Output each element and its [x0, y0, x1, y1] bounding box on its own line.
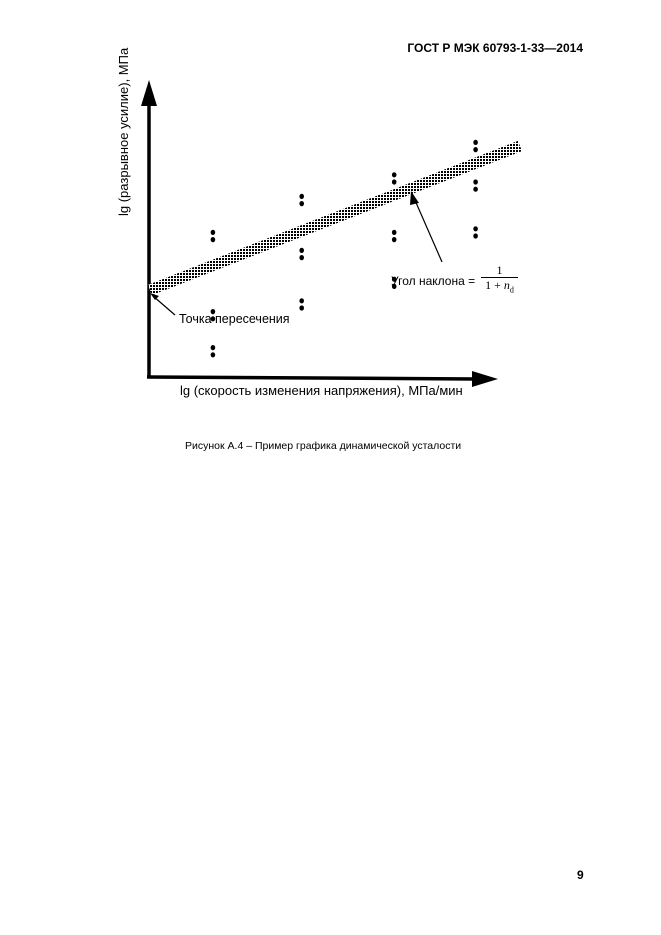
data-point: [299, 298, 304, 303]
slope-denominator-var: n: [503, 278, 510, 292]
x-axis-label: lg (скорость изменения напряжения), МПа/мин: [180, 383, 463, 398]
data-point: [392, 237, 397, 242]
data-point: [299, 248, 304, 253]
y-axis-arrow: [141, 80, 157, 106]
slope-denominator: [481, 277, 518, 297]
data-point: [211, 345, 216, 350]
data-point: [211, 352, 216, 357]
data-point: [211, 230, 216, 235]
slope-annotation: [391, 264, 518, 297]
data-point: [392, 172, 397, 177]
data-point: [473, 233, 478, 238]
slope-fraction: [481, 264, 518, 297]
data-point: [211, 237, 216, 242]
x-axis-arrow: [472, 371, 498, 387]
data-point: [473, 147, 478, 152]
slope-numerator: 1: [496, 263, 503, 277]
intersection-label: Точка пересечения: [179, 312, 290, 326]
data-point: [473, 179, 478, 184]
intersection-pointer: [153, 296, 175, 315]
document-header: ГОСТ Р МЭК 60793-1-33—2014: [407, 41, 583, 55]
data-point: [299, 255, 304, 260]
slope-pointer-head: [410, 191, 419, 205]
figure-caption: Рисунок А.4 – Пример графика динамической усталости: [185, 440, 462, 452]
data-point: [299, 305, 304, 310]
x-axis: [147, 377, 474, 379]
data-point: [473, 140, 478, 145]
page-number: 9: [577, 868, 584, 882]
data-point: [392, 179, 397, 184]
data-point: [473, 187, 478, 192]
slope-denominator-prefix: 1 +: [485, 278, 504, 292]
data-point: [473, 226, 478, 231]
y-axis-label: lg (разрывное усилие), МПа: [116, 47, 131, 216]
slope-label: Угол наклона =: [391, 273, 476, 288]
data-point: [299, 194, 304, 199]
slope-denominator-sub: d: [509, 285, 514, 295]
slope-pointer: [414, 198, 442, 262]
data-point: [299, 201, 304, 206]
data-point: [392, 230, 397, 235]
